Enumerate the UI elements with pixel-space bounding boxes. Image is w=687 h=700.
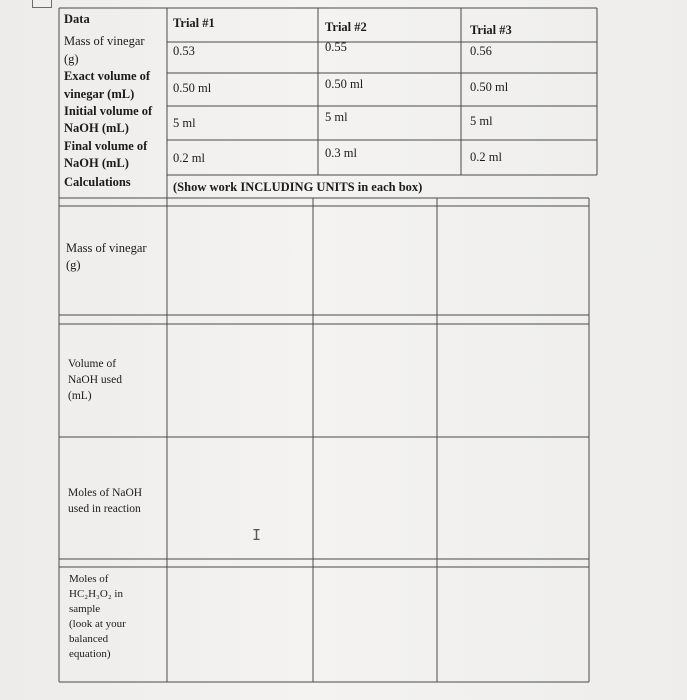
row-label-initial-naoh-line2: NaOH (mL) (64, 121, 129, 135)
final-naoh-trial-2-value: 0.3 ml (325, 146, 357, 160)
work-cell-moles-naoh-trial-1[interactable] (168, 438, 312, 558)
work-cell-moles-naoh-trial-2[interactable] (314, 438, 436, 558)
calc-label-naoh-used-line3: (mL) (68, 390, 92, 402)
calc-label-moles-naoh-line1: Moles of NaOH (68, 487, 143, 499)
final-naoh-trial-3-value: 0.2 ml (470, 150, 502, 164)
volume-trial-2-value: 0.50 ml (325, 77, 364, 91)
text-cursor-icon: I (252, 526, 262, 544)
row-label-initial-naoh-line1: Initial volume of (64, 104, 153, 118)
calc-label-moles-acid-line4: (look at your (69, 618, 126, 630)
header-data: Data (64, 12, 90, 26)
work-cell-naoh-used-trial-1[interactable] (168, 325, 312, 436)
initial-naoh-trial-3-value: 5 ml (470, 114, 493, 128)
header-trial-2: Trial #2 (325, 20, 367, 34)
calc-label-naoh-used-line1: Volume of (68, 358, 117, 370)
initial-naoh-trial-1-value: 5 ml (173, 116, 196, 130)
work-cell-moles-naoh-trial-3[interactable] (438, 438, 588, 558)
initial-naoh-trial-2-value: 5 ml (325, 110, 348, 124)
work-cell-moles-acid-trial-3[interactable] (438, 568, 588, 681)
work-cell-moles-acid-trial-2[interactable] (314, 568, 436, 681)
final-naoh-trial-1-value: 0.2 ml (173, 151, 205, 165)
calc-label-mass-line1: Mass of vinegar (66, 241, 147, 255)
calc-label-moles-acid-line1: Moles of (69, 573, 109, 585)
mass-trial-1-value: 0.53 (173, 44, 195, 58)
row-label-volume-line1: Exact volume of (64, 69, 151, 83)
row-label-mass-line2: (g) (64, 52, 79, 66)
calc-label-moles-acid-line6: equation) (69, 648, 111, 660)
row-label-final-naoh-line2: NaOH (mL) (64, 156, 129, 170)
volume-trial-3-value: 0.50 ml (470, 80, 509, 94)
calc-label-moles-acid-line2: HC₂H₃O₂ in (69, 588, 123, 600)
row-label-volume-line2: vinegar (mL) (64, 87, 135, 101)
header-trial-3: Trial #3 (470, 23, 512, 37)
calc-label-moles-naoh-line2: used in reaction (68, 503, 141, 515)
mass-trial-3-value: 0.56 (470, 44, 492, 58)
calc-label-moles-acid-line5: balanced (69, 633, 109, 645)
work-cell-mass-trial-2[interactable] (314, 207, 436, 314)
calculations-instruction: (Show work INCLUDING UNITS in each box) (173, 180, 423, 194)
calculations-label: Calculations (64, 175, 131, 189)
calc-label-mass-line2: (g) (66, 258, 81, 272)
calc-label-moles-acid-line3: sample (69, 603, 101, 615)
work-cell-naoh-used-trial-3[interactable] (438, 325, 588, 436)
header-trial-1: Trial #1 (173, 16, 215, 30)
calc-label-naoh-used-line2: NaOH used (68, 374, 122, 386)
work-cell-naoh-used-trial-2[interactable] (314, 325, 436, 436)
work-cell-mass-trial-3[interactable] (438, 207, 588, 314)
work-cell-moles-acid-trial-1[interactable] (168, 568, 312, 681)
mass-trial-2-value: 0.55 (325, 40, 347, 54)
row-label-mass-line1: Mass of vinegar (64, 34, 145, 48)
row-label-final-naoh-line1: Final volume of (64, 139, 148, 153)
volume-trial-1-value: 0.50 ml (173, 81, 212, 95)
work-cell-mass-trial-1[interactable] (168, 207, 312, 314)
